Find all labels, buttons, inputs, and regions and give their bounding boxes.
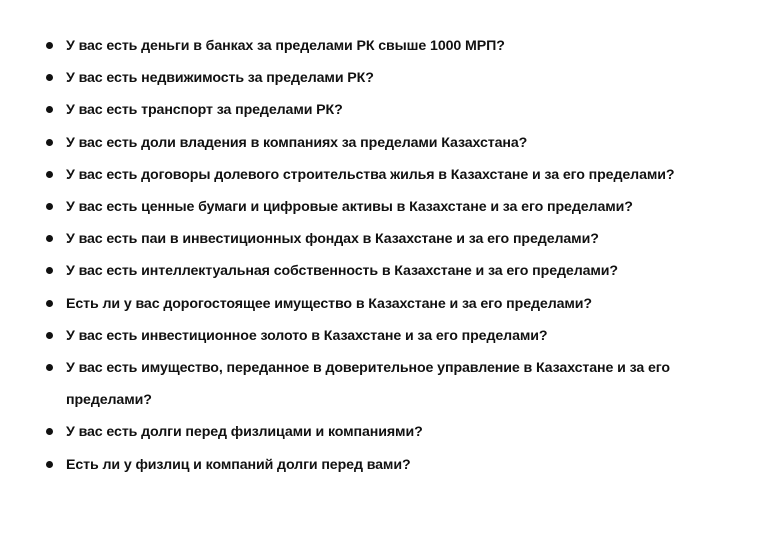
question-list	[44, 30, 734, 481]
bullet-icon	[46, 235, 53, 242]
list-item	[44, 288, 734, 320]
list-item	[44, 159, 734, 191]
question-text: У вас есть инвестиционное золото в Казахстане и за его пределами?	[66, 327, 548, 344]
bullet-icon	[46, 42, 53, 49]
bullet-icon	[46, 203, 53, 210]
question-text: Есть ли у вас дорогостоящее имущество в Казахстане и за его пределами?	[66, 295, 592, 312]
question-text: У вас есть долги перед физлицами и компаниями?	[66, 424, 423, 441]
bullet-icon	[46, 461, 53, 468]
bullet-icon	[46, 171, 53, 178]
list-item	[44, 320, 734, 352]
bullet-icon	[46, 106, 53, 113]
question-text: У вас есть паи в инвестиционных фондах в Казахстане и за его пределами?	[66, 231, 599, 248]
question-text: Есть ли у физлиц и компаний долги перед вами?	[66, 456, 411, 473]
question-text: У вас есть имущество, переданное в доверительное управление в Казахстане и за его пределами?	[66, 360, 670, 409]
question-text: У вас есть транспорт за пределами РК?	[66, 102, 343, 119]
bullet-icon	[46, 428, 53, 435]
question-text: У вас есть доли владения в компаниях за пределами Казахстана?	[66, 134, 528, 151]
bullet-icon	[46, 300, 53, 307]
list-item	[44, 449, 734, 481]
bullet-icon	[46, 139, 53, 146]
list-item	[44, 94, 734, 126]
bullet-icon	[46, 267, 53, 274]
question-text: У вас есть договоры долевого строительства жилья в Казахстане и за его пределами?	[66, 166, 675, 183]
list-item	[44, 223, 734, 255]
bullet-icon	[46, 332, 53, 339]
list-item	[44, 255, 734, 287]
bullet-icon	[46, 364, 53, 371]
list-item	[44, 416, 734, 448]
question-text: У вас есть недвижимость за пределами РК?	[66, 70, 374, 87]
list-item	[44, 30, 734, 62]
bullet-icon	[46, 74, 53, 81]
question-text: У вас есть деньги в банках за пределами РК свыше 1000 МРП?	[66, 38, 505, 54]
list-item	[44, 191, 734, 223]
list-item	[44, 127, 734, 159]
question-text: У вас есть ценные бумаги и цифровые активы в Казахстане и за его пределами?	[66, 199, 633, 216]
question-text: У вас есть интеллектуальная собственность в Казахстане и за его пределами?	[66, 263, 618, 280]
list-item	[44, 62, 734, 94]
list-item	[44, 352, 734, 416]
